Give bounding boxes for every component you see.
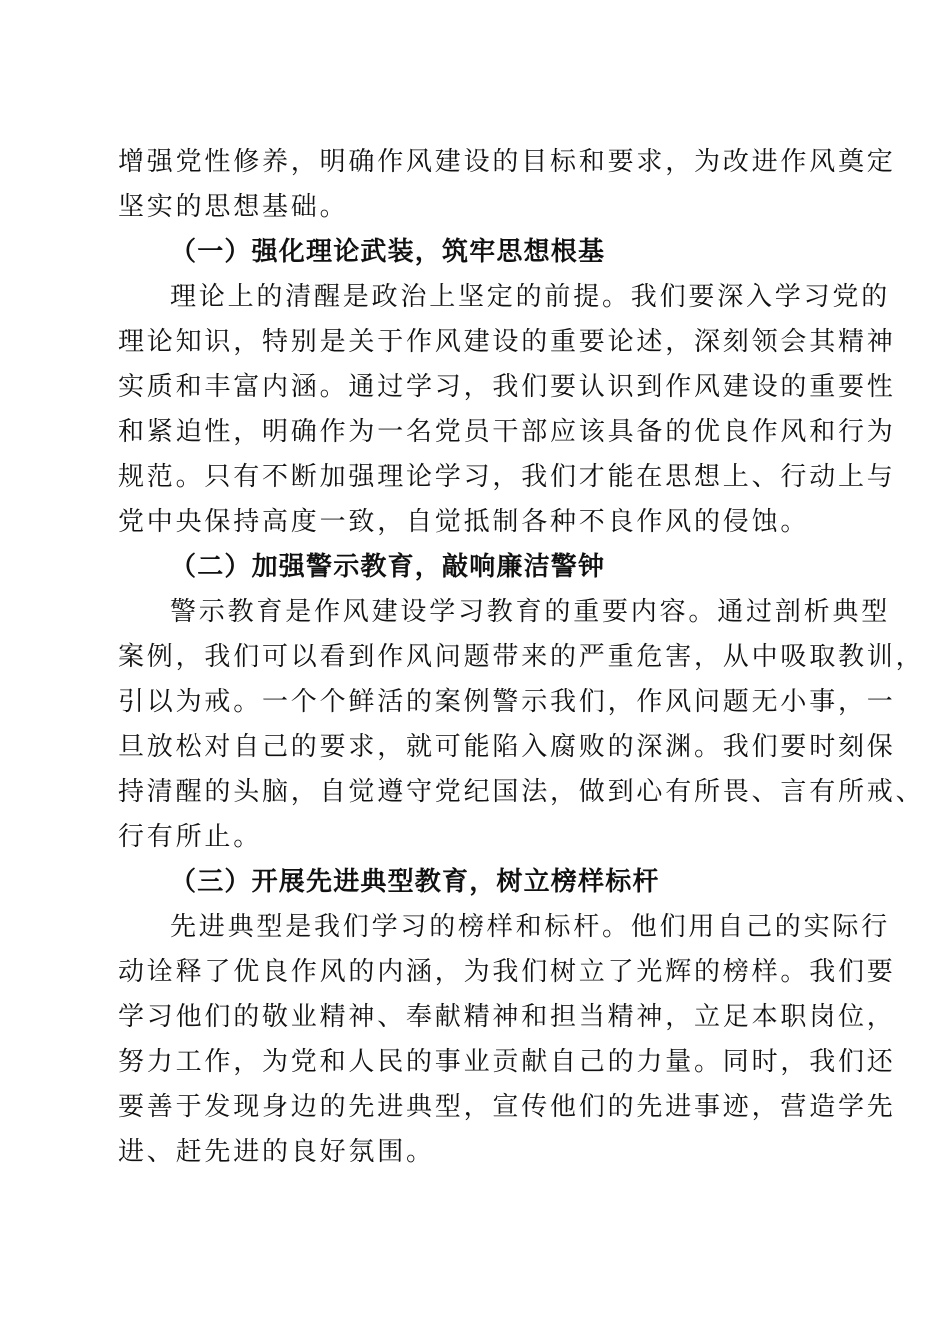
paragraph-line: 先进典型是我们学习的榜样和标杆。他们用自己的实际行 bbox=[170, 912, 891, 942]
paragraph-line: 和紧迫性，明确作为一名党员干部应该具备的优良作风和行为 bbox=[118, 417, 896, 447]
paragraph-line: 增强党性修养，明确作风建设的目标和要求，为改进作风奠定 bbox=[118, 147, 896, 177]
paragraph-line: 进、赶先进的良好氛围。 bbox=[118, 1137, 435, 1167]
paragraph-line: 学习他们的敬业精神、奉献精神和担当精神，立足本职岗位， bbox=[118, 1002, 896, 1032]
section-heading-3: （三）开展先进典型教育，树立榜样标杆 bbox=[170, 867, 660, 897]
paragraph-line: 努力工作，为党和人民的事业贡献自己的力量。同时，我们还 bbox=[118, 1047, 896, 1077]
paragraph-line: 警示教育是作风建设学习教育的重要内容。通过剖析典型 bbox=[170, 597, 891, 627]
paragraph-line: 动诠释了优良作风的内涵，为我们树立了光辉的榜样。我们要 bbox=[118, 957, 896, 987]
paragraph-line: 实质和丰富内涵。通过学习，我们要认识到作风建设的重要性 bbox=[118, 372, 896, 402]
paragraph-line: 引以为戒。一个个鲜活的案例警示我们，作风问题无小事，一 bbox=[118, 687, 896, 717]
paragraph-line: 理论知识，特别是关于作风建设的重要论述，深刻领会其精神 bbox=[118, 327, 896, 357]
paragraph-line: 坚实的思想基础。 bbox=[118, 192, 349, 222]
section-heading-1: （一）强化理论武装，筑牢思想根基 bbox=[170, 237, 606, 267]
paragraph-line: 案例，我们可以看到作风问题带来的严重危害，从中吸取教训， bbox=[118, 642, 925, 672]
paragraph-line: 行有所止。 bbox=[118, 822, 263, 852]
section-heading-2: （二）加强警示教育，敲响廉洁警钟 bbox=[170, 552, 606, 582]
paragraph-line: 规范。只有不断加强理论学习，我们才能在思想上、行动上与 bbox=[118, 462, 896, 492]
paragraph-line: 理论上的清醒是政治上坚定的前提。我们要深入学习党的 bbox=[170, 282, 891, 312]
paragraph-line: 党中央保持高度一致，自觉抵制各种不良作风的侵蚀。 bbox=[118, 507, 810, 537]
paragraph-line: 持清醒的头脑，自觉遵守党纪国法，做到心有所畏、言有所戒、 bbox=[118, 777, 925, 807]
paragraph-line: 旦放松对自己的要求，就可能陷入腐败的深渊。我们要时刻保 bbox=[118, 732, 896, 762]
paragraph-line: 要善于发现身边的先进典型，宣传他们的先进事迹，营造学先 bbox=[118, 1092, 896, 1122]
